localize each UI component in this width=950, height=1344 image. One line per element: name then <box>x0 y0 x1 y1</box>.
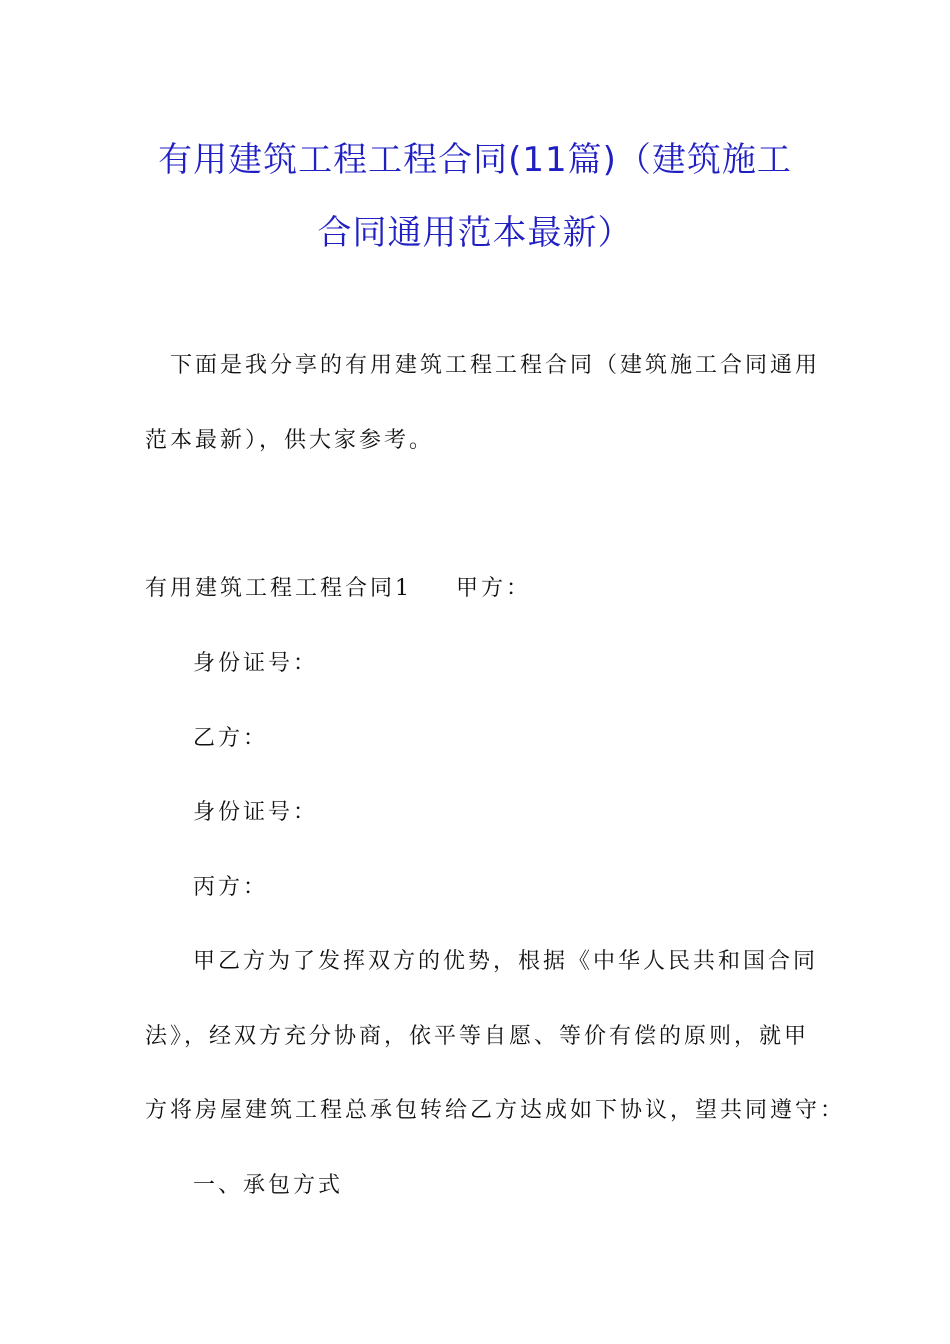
body-paragraph-line-1: 甲乙方为了发挥双方的优势，根据《中华人民共和国合同 <box>193 949 819 974</box>
body-paragraph-line-2: 法》，经双方充分协商，依平等自愿、等价有偿的原则，就甲 <box>145 1024 810 1049</box>
section-heading-row <box>145 571 531 602</box>
intro-paragraph-line-1: 下面是我分享的有用建筑工程工程合同（建筑施工合同通用 <box>170 353 821 378</box>
party-c-label: 丙方： <box>193 875 269 900</box>
document-title-line-2: 合同通用范本最新） <box>317 213 633 253</box>
intro-paragraph-line-2: 范本最新），供大家参考。 <box>145 428 435 453</box>
clause-1-heading: 一、承包方式 <box>193 1173 344 1198</box>
id-number-a: 身份证号： <box>193 651 319 676</box>
section-heading: 有用建筑工程工程合同1 <box>145 576 412 601</box>
party-a-label: 甲方： <box>456 576 532 601</box>
party-b-label: 乙方： <box>193 726 269 751</box>
id-number-b: 身份证号： <box>193 800 319 825</box>
document-title-line-1: 有用建筑工程工程合同(11篇)（建筑施工 <box>158 140 792 180</box>
body-paragraph-line-3: 方将房屋建筑工程总承包转给乙方达成如下协议，望共同遵守： <box>145 1098 846 1123</box>
